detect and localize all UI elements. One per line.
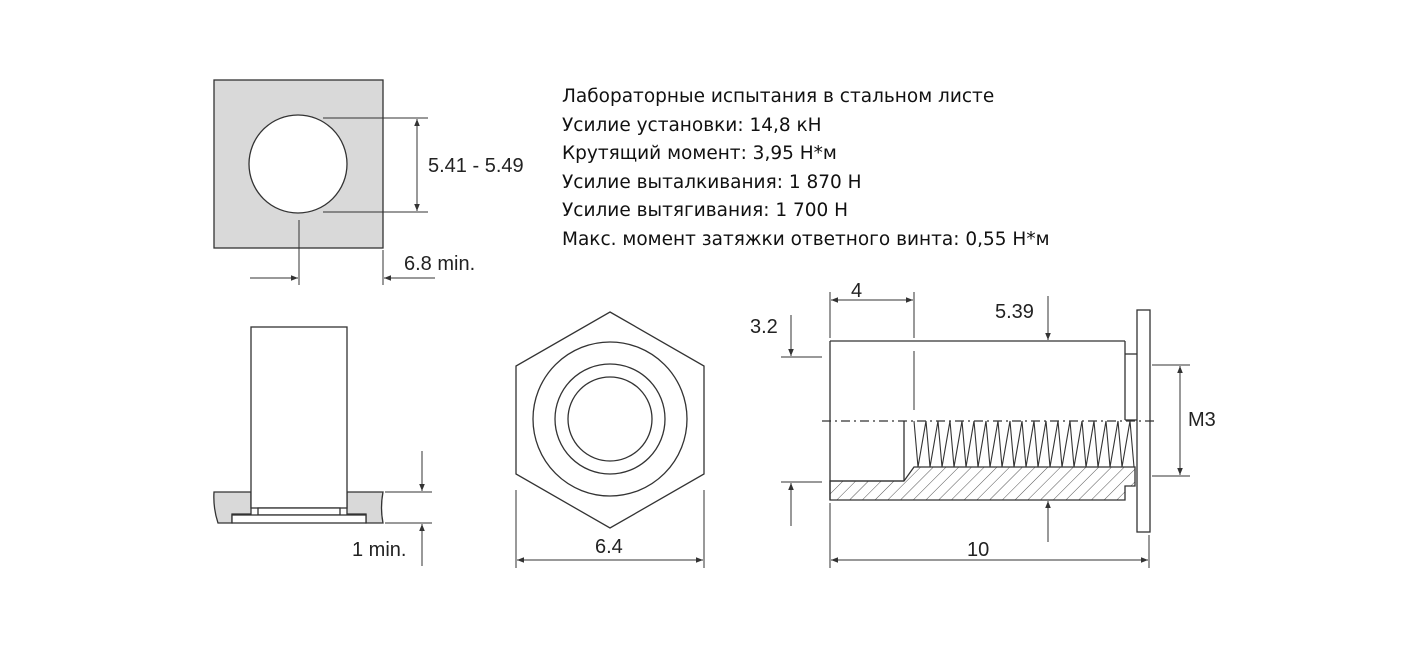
spec-line: Усилие выталкивания: 1 870 Н	[562, 171, 862, 193]
overall-length-label: 10	[967, 539, 990, 561]
thread-size-label: M3	[1188, 409, 1216, 431]
hole-diameter-label: 5.41 - 5.49	[428, 155, 524, 177]
test-specs-list	[562, 83, 1050, 254]
shank-diameter-label: 5.39	[995, 301, 1034, 323]
mounting-hole	[249, 115, 347, 213]
spec-line: Крутящий момент: 3,95 Н*м	[562, 143, 837, 164]
section-hatch	[830, 467, 1135, 500]
standoff-collar	[258, 508, 340, 515]
spec-line: Усилие вытягивания: 1 700 Н	[562, 200, 849, 221]
hex-end-view	[516, 312, 704, 568]
clearance-label: 3.2	[750, 316, 778, 338]
hex-width-label: 6.4	[595, 536, 623, 558]
edge-distance-label: 6.8 min.	[404, 253, 476, 275]
sheet-thickness-label: 1 min.	[352, 539, 407, 561]
installed-side-view	[214, 327, 432, 566]
section-view	[781, 292, 1190, 568]
thread-start-label: 4	[851, 280, 863, 302]
spec-line: Макс. момент затяжки ответного винта: 0,55 Н*м	[562, 228, 1050, 250]
standoff-body	[251, 327, 347, 508]
standoff-head	[232, 515, 366, 523]
specs-title: Лабораторные испытания в стальном листе	[562, 86, 995, 107]
thread-profile	[914, 421, 1134, 467]
spec-line: Усилие установки: 14,8 кН	[562, 114, 822, 136]
mounting-hole-view	[214, 80, 435, 285]
